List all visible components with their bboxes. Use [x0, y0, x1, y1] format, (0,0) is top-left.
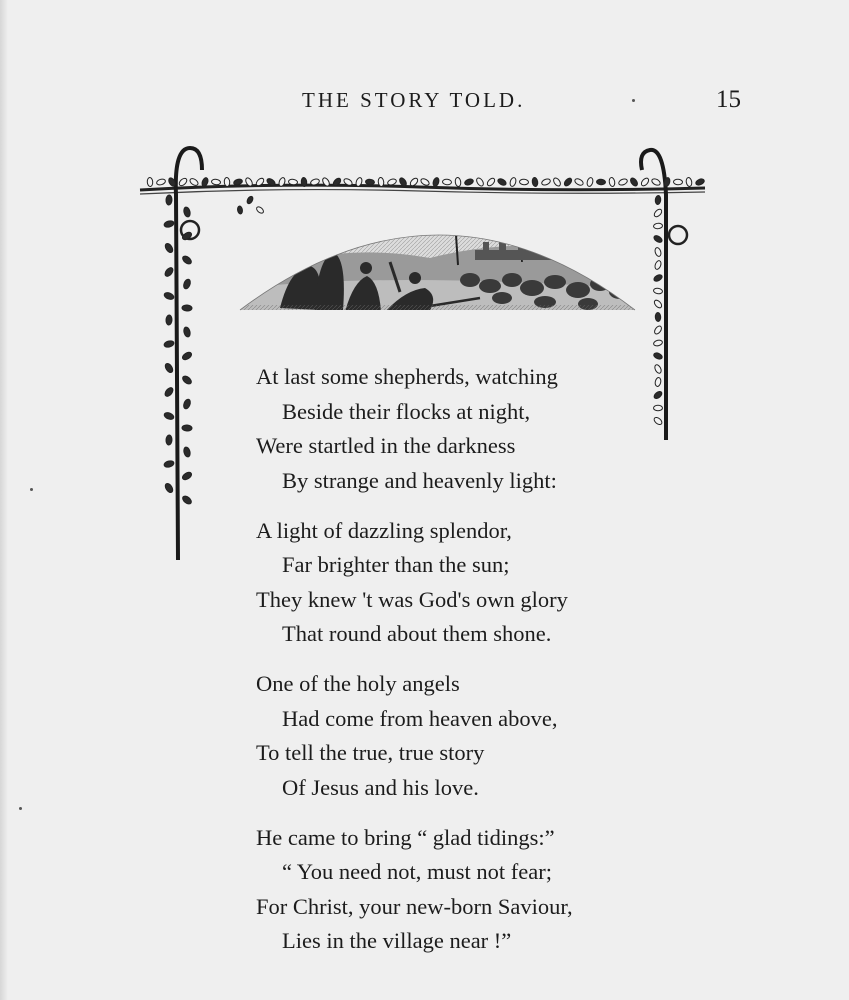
poem-line: A light of dazzling splendor,	[256, 517, 512, 543]
leaf-ornament	[166, 435, 173, 445]
running-title: THE STORY TOLD.	[302, 88, 526, 112]
leaf-ornament	[653, 325, 663, 335]
leaf-ornament	[147, 177, 153, 186]
leaf-ornament	[653, 352, 663, 361]
poem-line: By strange and heavenly light:	[282, 467, 557, 493]
leaf-ornament	[654, 260, 662, 270]
leaf-ornament	[574, 177, 584, 186]
leaf-ornament	[685, 177, 692, 187]
leaf-ornament	[596, 179, 605, 185]
leaf-ornament	[255, 206, 264, 215]
leaf-ornament	[181, 471, 193, 481]
leaf-ornament	[246, 195, 254, 204]
poem-line: Far brighter than the sun;	[282, 552, 510, 577]
leaf-ornament	[163, 460, 174, 468]
leaf-ornament	[166, 315, 173, 325]
poem-line: Had come from heaven above,	[282, 705, 558, 731]
leaf-ornament	[497, 177, 507, 186]
leaf-ornament	[182, 425, 192, 432]
stanza	[256, 514, 726, 652]
paper-speck	[30, 488, 33, 491]
leaf-ornament	[163, 220, 174, 228]
leaf-ornament	[181, 375, 193, 386]
leaf-ornament	[618, 178, 628, 186]
leaf-ornament	[163, 411, 174, 420]
vine-branch	[140, 185, 705, 194]
leaf-ornament	[163, 291, 174, 300]
leaf-ornament	[629, 177, 639, 187]
leaf-ornament	[420, 177, 430, 186]
leaf-ornament	[653, 299, 663, 309]
leaf-ornament	[673, 179, 682, 185]
leaf-ornament	[609, 177, 616, 187]
leaf-ornament	[164, 266, 175, 278]
leaf-ornament	[164, 362, 174, 374]
leaf-ornament	[655, 312, 661, 321]
leaf-ornament	[378, 177, 384, 187]
leaf-ornament	[509, 177, 517, 187]
paper-speck	[632, 99, 635, 102]
leaf-ornament	[455, 177, 462, 187]
leaf-ornament	[653, 273, 663, 282]
poem-line: That round about them shone.	[282, 621, 552, 646]
leaf-ornament	[653, 339, 663, 347]
leaf-ornament	[365, 179, 375, 185]
leaf-ornament	[156, 178, 166, 186]
leaf-ornament	[182, 278, 191, 289]
poem-line: At last some shepherds, watching	[256, 364, 558, 389]
poem-line: “ You need not, must not fear;	[282, 859, 552, 884]
leaf-ornament	[182, 305, 192, 312]
leaf-ornament	[183, 326, 191, 337]
leaf-ornament	[164, 482, 174, 494]
leaf-ornament	[181, 351, 193, 361]
leaf-ornament	[183, 206, 191, 217]
leaf-ornament	[541, 178, 551, 186]
leaf-ornament	[655, 195, 661, 205]
leaf-ornament	[653, 288, 663, 295]
leaf-ornament	[532, 177, 539, 187]
poem-line: He came to bring “ glad tidings:”	[256, 824, 555, 850]
poem-line: Lies in the village near !”	[282, 928, 512, 953]
leaf-ornament	[183, 446, 191, 457]
leaf-ornament	[181, 495, 193, 506]
leaf-ornament	[475, 177, 485, 187]
poem-line: Of Jesus and his love.	[282, 774, 479, 800]
leaf-ornament	[182, 398, 191, 409]
leaf-ornament	[486, 177, 496, 187]
poem-line: One of the holy angels	[256, 671, 460, 696]
leaf-ornament	[301, 177, 307, 187]
leaf-ornament	[695, 178, 705, 187]
leaf-ornament	[164, 386, 175, 398]
leaf-ornament	[166, 195, 173, 205]
leaf-ornament	[288, 179, 298, 185]
leaf-ornament	[442, 179, 451, 185]
poem	[256, 360, 726, 974]
leaf-ornament	[640, 177, 650, 187]
leaf-ornament	[651, 178, 661, 187]
stanza	[256, 667, 726, 805]
leaf-ornament	[653, 234, 663, 243]
leaf-ornament	[237, 206, 243, 215]
poem-line: Beside their flocks at night,	[282, 398, 531, 424]
leaf-ornament	[653, 208, 663, 218]
leaf-ornament	[432, 177, 440, 187]
poem-line: They knew 't was God's own glory	[256, 586, 568, 612]
stanza	[256, 360, 726, 498]
paper-speck	[19, 807, 22, 810]
leaf-ornament	[552, 177, 562, 187]
leaf-ornament	[519, 179, 528, 185]
page-number: 15	[716, 86, 741, 113]
leaf-ornament	[211, 179, 221, 186]
poem-line: Were startled in the darkness	[256, 433, 516, 458]
shepherds-scene	[230, 200, 650, 320]
leaf-ornament	[163, 340, 174, 348]
leaf-ornament	[164, 242, 174, 254]
leaf-ornament	[181, 255, 193, 266]
leaf-ornament	[464, 178, 474, 186]
stanza	[256, 821, 726, 959]
leaf-ornament	[189, 177, 199, 187]
page-edge	[0, 0, 8, 1000]
leaf-ornament	[653, 223, 663, 229]
leaf-ornament	[178, 177, 188, 187]
leaf-ornament	[654, 247, 662, 257]
poem-line: For Christ, your new-born Saviour,	[256, 893, 573, 919]
leaf-ornament	[586, 177, 594, 187]
leaf-ornament	[563, 177, 573, 187]
leaf-ornament	[224, 177, 230, 186]
poem-line: To tell the true, true story	[256, 740, 485, 765]
